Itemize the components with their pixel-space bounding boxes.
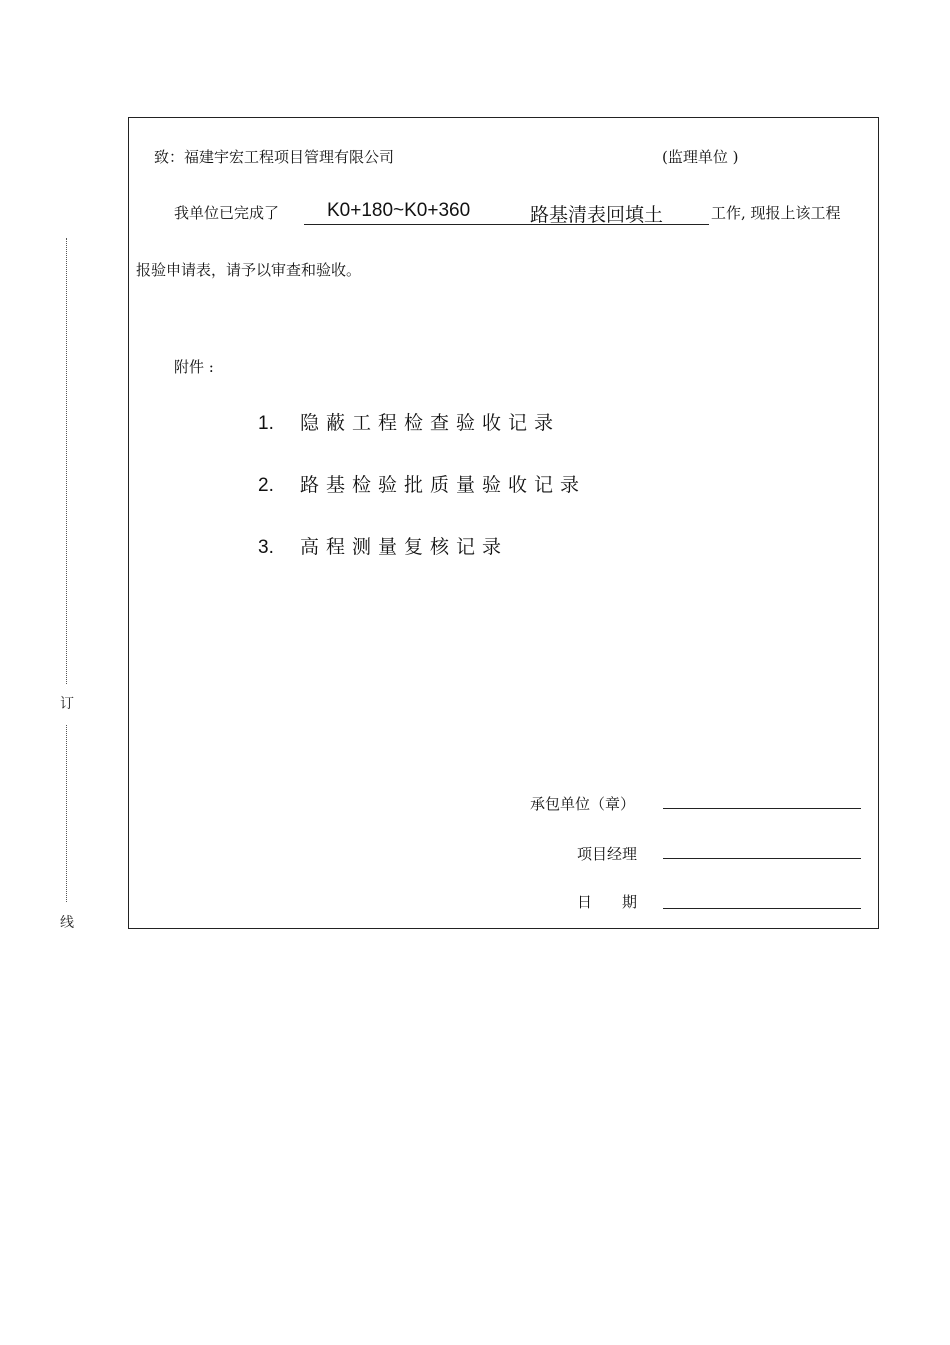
attachment-text: 路基检验批质量验收记录 xyxy=(300,475,587,496)
attachment-item xyxy=(258,532,508,559)
attachment-text: 隐蔽工程检查验收记录 xyxy=(300,413,561,434)
attachment-item xyxy=(258,408,560,435)
manager-label: 项目经理 xyxy=(577,845,638,863)
manager-signature-line[interactable] xyxy=(663,858,861,859)
work-item: 路基清表回填土 xyxy=(530,205,664,226)
binding-label-ding: 订 xyxy=(48,684,86,724)
attachment-number: 2. xyxy=(258,475,274,496)
recipient-line xyxy=(154,146,394,167)
attachment-text: 高程测量复核记录 xyxy=(300,537,509,558)
date-signature-line[interactable] xyxy=(663,908,861,909)
recipient-company: 福建宇宏工程项目管理有限公司 xyxy=(184,148,395,166)
completed-suffix: 工作, 现报上该工程 xyxy=(711,204,841,222)
binding-dotted-line xyxy=(66,238,67,920)
attachment-number: 3. xyxy=(258,537,274,558)
section-range: K0+180~K0+360 xyxy=(327,200,471,221)
work-fill-underline xyxy=(304,224,709,225)
contractor-signature-line[interactable] xyxy=(663,808,861,809)
supervisor-note: (监理单位 ) xyxy=(662,148,739,166)
attachment-item xyxy=(258,470,586,497)
attachments-label: 附件 : xyxy=(174,358,214,376)
date-label: 日 期 xyxy=(577,893,638,911)
completed-prefix: 我单位已完成了 xyxy=(174,204,280,222)
contractor-label: 承包单位（章） xyxy=(530,795,636,813)
binding-label-xian: 线 xyxy=(48,903,86,943)
attachment-number: 1. xyxy=(258,413,274,434)
recipient-prefix: 致： xyxy=(154,148,185,166)
request-line: 报验申请表，请予以审查和验收。 xyxy=(136,261,362,279)
